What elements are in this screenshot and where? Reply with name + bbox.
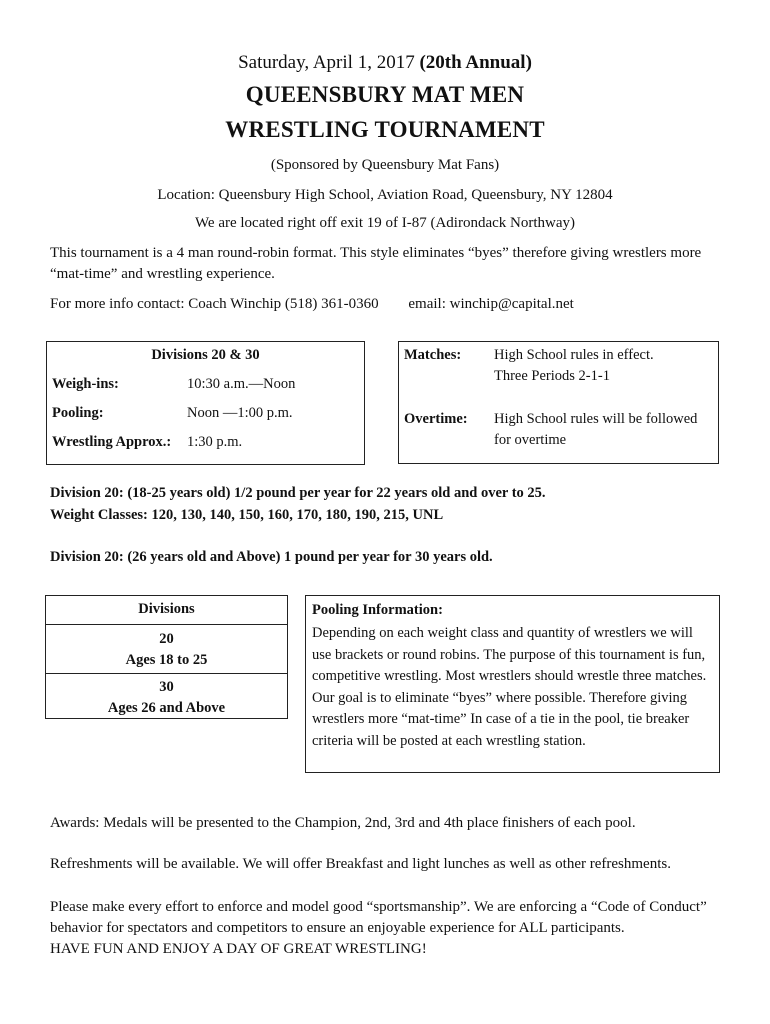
- division-ages: Ages 18 to 25: [125, 652, 208, 668]
- sponsor-line: (Sponsored by Queensbury Mat Fans): [270, 157, 500, 173]
- weigh-ins-time: 10:30 a.m.—Noon: [187, 376, 296, 392]
- matches-line-2: Three Periods 2-1-1: [494, 368, 610, 384]
- format-paragraph: This tournament is a 4 man round-robin format. This style eliminates “byes” therefore giving wrestlers more “mat-time” and wrestling experience.: [50, 245, 702, 282]
- division-30-line: Division 20: (26 years old and Above) 1 pound per year for 30 years old.: [50, 549, 493, 565]
- divisions-table-header: Divisions: [138, 601, 195, 617]
- conduct-paragraph: Please make every effort to enforce and model good “sportsmanship”. We are enforcing a “Code of Conduct” behavior for spectators and competitors to ensure an enjoyable experience for ALL participants.: [50, 899, 707, 936]
- refreshments-line: Refreshments will be available. We will offer Breakfast and light lunches as well as other refreshments.: [50, 856, 671, 872]
- overtime-line-2: for overtime: [494, 432, 567, 448]
- weigh-ins-label: Weigh-ins:: [52, 376, 119, 392]
- event-date: Saturday, April 1, 2017: [238, 52, 415, 73]
- schedule-box: [46, 341, 365, 465]
- schedule-heading: Divisions 20 & 30: [151, 347, 260, 363]
- pooling-label: Pooling:: [52, 405, 104, 421]
- pooling-text: Depending on each weight class and quantity of wrestlers we will use brackets or round robins. The purpose of this tournament is fun, competitive wrestling. Most wrestlers should wrestle three matches. Our goal is to eliminate “byes” where possible. Therefore giving wrestlers more “mat-time” In case of a tie in the pool, tie breaker criteria will be posted at each wrestling station.: [312, 625, 707, 749]
- weight-classes-line: Weight Classes: 120, 130, 140, 150, 160, 170, 180, 190, 215, UNL: [50, 507, 444, 523]
- pooling-info-box: [305, 595, 720, 773]
- pooling-time: Noon —1:00 p.m.: [187, 405, 293, 421]
- table-divider: [46, 624, 287, 625]
- division-ages: Ages 26 and Above: [107, 700, 226, 716]
- pooling-heading: Pooling Information:: [312, 602, 443, 618]
- wrestling-time: 1:30 p.m.: [187, 434, 243, 450]
- table-divider: [46, 673, 287, 674]
- annual-label: (20th Annual): [419, 52, 532, 73]
- division-number: 30: [159, 679, 174, 695]
- conduct-block: [50, 897, 730, 960]
- overtime-label: Overtime:: [404, 411, 468, 427]
- divisions-table: [45, 595, 288, 719]
- location-line: Location: Queensbury High School, Aviation Road, Queensbury, NY 12804: [157, 187, 613, 203]
- title-line-2: WRESTLING TOURNAMENT: [225, 117, 545, 142]
- wrestling-label: Wrestling Approx.:: [52, 434, 172, 450]
- closing-line: HAVE FUN AND ENJOY A DAY OF GREAT WRESTLING!: [50, 941, 427, 957]
- awards-line: Awards: Medals will be presented to the Champion, 2nd, 3rd and 4th place finishers of each pool.: [50, 815, 636, 831]
- division-number: 20: [159, 631, 174, 647]
- directions-line: We are located right off exit 19 of I-87 (Adirondack Northway): [194, 215, 576, 231]
- matches-line-1: High School rules in effect.: [494, 347, 654, 363]
- event-date-line: [0, 52, 770, 74]
- division-20-line: Division 20: (18-25 years old) 1/2 pound per year for 22 years old and over to 25.: [50, 485, 546, 501]
- title-line-1: QUEENSBURY MAT MEN: [245, 82, 525, 107]
- contact-info: For more info contact: Coach Winchip (518) 361-0360: [50, 296, 379, 312]
- overtime-line-1: High School rules will be followed: [494, 411, 698, 427]
- matches-label: Matches:: [404, 347, 462, 363]
- contact-email: email: winchip@capital.net: [408, 296, 574, 312]
- rules-box: [398, 341, 719, 464]
- contact-line: [50, 294, 730, 315]
